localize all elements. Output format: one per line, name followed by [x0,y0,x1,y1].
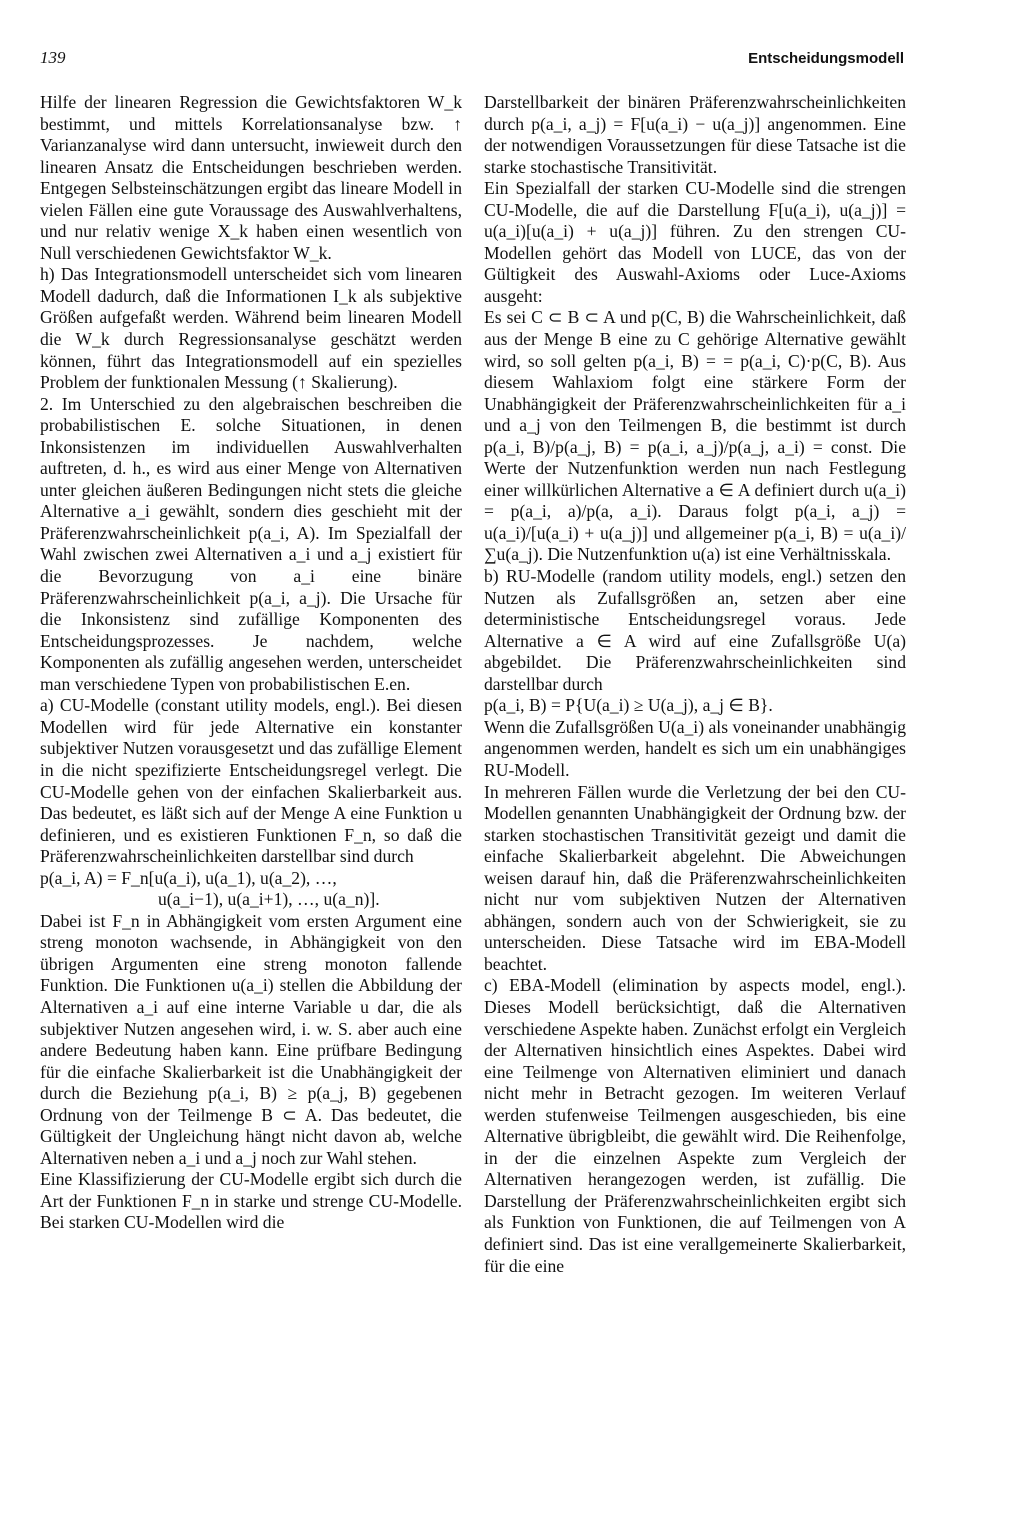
paragraph: Es sei C ⊂ B ⊂ A und p(C, B) die Wahrscheinlichkeit, daß aus der Menge B eine zu C gehörige Alternative gewählt wird, so soll gelten p(a_i, B) = = p(a_i, C)·p(C, B). Aus diesem Wahlaxiom folgt eine stärkere Form der Unabhängigkeit der Präferenzwahrscheinlichkeiten für a_i und a_j von den Teilmengen B, die bestimmt ist durch p(a_i, B)/p(a_j, B) = p(a_i, a_j)/p(a_j, a_i) = const. Die Werte der Nutzenfunktion werden nun nach Festlegung einer willkürlichen Alternative a ∈ A definiert durch u(a_i) = p(a_i, a)/p(a, a_i). Daraus folgt p(a_i, a_j) = u(a_i)/[u(a_i) + u(a_j)] und allgemeiner p(a_i, B) = u(a_i)/∑u(a_j). Die Nutzenfunktion u(a) ist eine Verhältnisskala. [484,307,906,565]
paragraph: a) CU-Modelle (constant utility models, engl.). Bei diesen Modellen wird für jede Alternative ein konstanter subjektiver Nutzen vorausgesetzt und das zufällige Element in die nicht spezifizierte Entscheidungsregel verlegt. Die CU-Modelle gehen von der einfachen Skalierbarkeit aus. Das bedeutet, es läßt sich auf der Menge A eine Funktion u definieren, und es existieren Funktionen F_n, so daß die Präferenzwahrscheinlichkeiten darstellbar sind durch [40,695,462,867]
formula-line: u(a_i−1), u(a_i+1), …, u(a_n)]. [158,889,380,910]
page-number: 139 [40,48,66,67]
paragraph: c) EBA-Modell (elimination by aspects model, engl.). Dieses Modell berücksichtigt, daß die Alternativen verschiedene Aspekte haben. Zunächst erfolgt ein Vergleich der Alternativen hinsichtlich eines Aspektes. Dabei wird eine Teilmenge von Alternativen eliminiert und danach nicht mehr in Betracht gezogen. Im weiteren Verlauf werden stufenweise Teilmengen ausgeschieden, bis eine Alternative übrigbleibt, die gewählt wird. Die Reihenfolge, in der die einzelnen Aspekte zum Vergleich der Alternativen herangezogen werden, ist zufällig. Die Darstellung der Präferenzwahrscheinlichkeiten ergibt sich als Funktion von Funktionen, die auf Teilmengen von A definiert sind. Das ist eine verallgemeinerte Skalierbarkeit, für die eine [484,975,906,1276]
paragraph: Dabei ist F_n in Abhängigkeit vom ersten Argument eine streng monoton wachsende, in Abhängigkeit von den übrigen Argumenten eine streng monoton fallende Funktion. Die Funktionen u(a_i) stellen die Abbildung der Alternativen a_i auf eine interne Variable u dar, die als subjektiver Nutzen angesehen wird, i. w. S. aber auch eine andere Bedeutung haben kann. Eine prüfbare Bedingung für die einfache Skalierbarkeit ist die Unabhängigkeit der durch die Beziehung p(a_i, B) ≥ p(a_j, B) gegebenen Ordnung von der Teilmenge B ⊂ A. Das bedeutet, die Gültigkeit der Ungleichung hängt nicht davon ab, welche Alternativen neben a_i und a_j noch zur Wahl stehen. [40,910,462,1168]
paragraph: b) RU-Modelle (random utility models, engl.) setzen den Nutzen als Zufallsgrößen an, setzen aber eine deterministische Entscheidungsregel voraus. Jede Alternative a ∈ A wird auf eine Zufallsgröße U(a) abgebildet. Die Präferenzwahrscheinlichkeiten sind darstellbar durch [484,566,906,694]
paragraph: In mehreren Fällen wurde die Verletzung der bei den CU-Modellen genannten Unabhängigkeit der Ordnung bzw. der starken stochastischen Transitivität gezeigt und damit die einfache Skalierbarkeit abgelehnt. Die Abweichungen weisen darauf hin, daß die Präferenzwahrscheinlichkeiten nicht nur vom subjektiven Nutzen der Alternativen abhängen, sondern auch von der Schwierigkeit, sie zu unterscheiden. Diese Tatsache wird im EBA-Modell beachtet. [484,781,906,974]
paragraph: Hilfe der linearen Regression die Gewichtsfaktoren W_k bestimmt, und mittels Korrelationsanalyse bzw. ↑ Varianzanalyse wird dann untersucht, inwieweit durch den linearen Ansatz die Entscheidungen beschrieben werden. Entgegen Selbsteinschätzungen ergibt das lineare Modell in vielen Fällen eine gute Voraussage des Auswahlverhaltens, und nur relativ wenige X_k haben einen wesentlich von Null verschiedenen Gewichtsfaktor W_k. [40,92,462,263]
paragraph: h) Das Integrationsmodell unterscheidet sich vom linearen Modell dadurch, daß die Informationen I_k als subjektive Größen aufgefaßt werden. Während beim linearen Modell die W_k durch Regressionsanalyse geschätzt werden können, führt das Integrationsmodell auf ein spezielles Problem der funktionalen Messung (↑ Skalierung). [40,264,462,393]
formula-line: p(a_i, B) = P{U(a_i) ≥ U(a_j), a_j ∈ B}. [484,695,773,716]
paragraph: Eine Klassifizierung der CU-Modelle ergibt sich durch die Art der Funktionen F_n in starke und strenge CU-Modelle. Bei starken CU-Modellen wird die [40,1169,462,1233]
left-column [40,92,462,1234]
paragraph: Ein Spezialfall der starken CU-Modelle sind die strengen CU-Modelle, die auf die Darstellung F[u(a_i), u(a_j)] = u(a_i)[u(a_i) + u(a_j)] führen. Zu den strengen CU-Modellen gehört das Modell von LUCE, das von der Gültigkeit des Auswahl-Axioms oder Luce-Axioms ausgeht: [484,178,906,306]
running-head: Entscheidungsmodell [748,50,904,67]
right-column [484,92,906,1277]
paragraph: 2. Im Unterschied zu den algebraischen beschreiben die probabilistischen E. solche Situationen, in denen Inkonsistenzen im individuellen Auswahlverhalten auftreten, d. h., es wird aus einer Menge von Alternativen unter gleichen äußeren Bedingungen nicht stets die gleiche Alternative a_i gewählt, sondern dies geschieht mit der Präferenzwahrscheinlichkeit p(a_i, A). Im Spezialfall der Wahl zwischen zwei Alternativen a_i und a_j existiert für die Bevorzugung von a_i eine binäre Präferenzwahrscheinlichkeit p(a_i, a_j). Die Ursache für die Inkonsistenz sind zufällige Komponenten des Entscheidungsprozesses. Je nachdem, welche Komponenten als zufällig angesehen werden, unterscheidet man verschiedene Typen von probabilistischen E.en. [40,393,462,694]
paragraph: Wenn die Zufallsgrößen U(a_i) als voneinander unabhängig angenommen werden, handelt es sich um ein unabhängiges RU-Modell. [484,716,906,780]
formula-line: p(a_i, A) = F_n[u(a_i), u(a_1), u(a_2), …, [40,867,337,888]
paragraph: Darstellbarkeit der binären Präferenzwahrscheinlichkeiten durch p(a_i, a_j) = F[u(a_i) − u(a_j)] angenommen. Eine der notwendigen Voraussetzungen für diese Tatsache ist die starke stochastische Transitivität. [484,92,906,177]
